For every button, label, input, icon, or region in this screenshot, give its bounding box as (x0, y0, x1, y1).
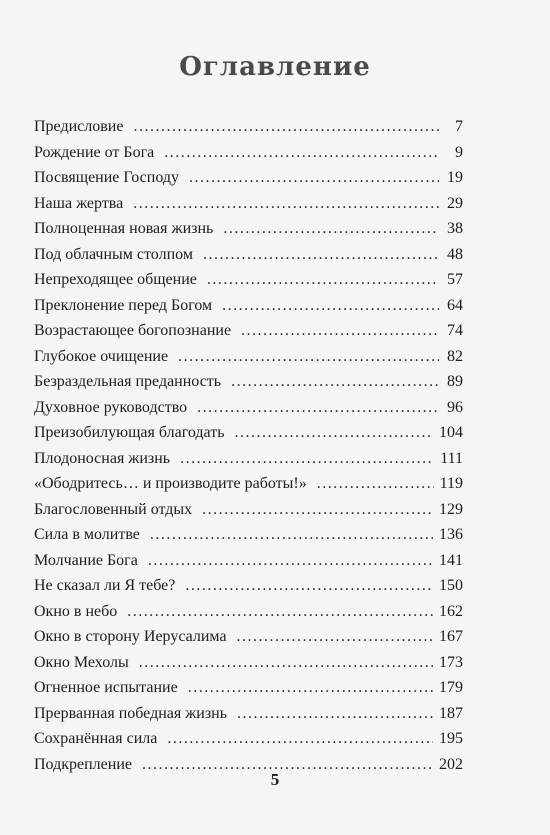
toc-entry-page: 202 (439, 755, 463, 773)
toc-entry-title: Преизобилующая благодать (34, 424, 225, 441)
dot-leader (241, 318, 439, 344)
toc-entry (34, 293, 463, 319)
toc-entry-title: Духовное руководство (34, 398, 188, 416)
toc-entry (34, 548, 463, 574)
dot-leader (207, 267, 439, 293)
dot-leader (150, 522, 433, 548)
toc-entry-title: Предисловие (34, 118, 124, 135)
toc-entry (34, 165, 463, 191)
dot-leader (189, 165, 439, 191)
toc-entry (34, 497, 463, 523)
toc-entry-page: 74 (447, 322, 463, 339)
toc-entry-page: 195 (439, 730, 463, 747)
toc-entry (34, 267, 463, 293)
toc-entry (34, 242, 463, 268)
dot-leader (180, 446, 434, 472)
toc-entry-title: Посвящение Господу (34, 169, 179, 186)
dot-leader (188, 675, 433, 701)
dot-leader (139, 650, 433, 676)
toc-entry-title: Под облачным столпом (34, 245, 193, 263)
toc-entry-title: Не сказал ли Я тебе? (34, 577, 176, 594)
toc-entry-title: Наша жертва (34, 194, 124, 212)
toc-entry-title: Плодоносная жизнь (34, 449, 171, 467)
toc-entry (34, 420, 463, 446)
table-of-contents (34, 114, 463, 777)
toc-entry-page: 179 (439, 679, 463, 696)
dot-leader (222, 293, 439, 319)
toc-entry-title: «Ободритесь… и производите работы!» (34, 475, 307, 492)
dot-leader (127, 599, 433, 625)
toc-entry-title: Окно в небо (34, 602, 118, 620)
page-title: Оглавление (179, 52, 371, 82)
toc-entry (34, 599, 463, 625)
toc-entry-page: 57 (447, 271, 463, 288)
toc-entry-page: 111 (440, 449, 463, 467)
toc-entry-title: Благословенный отдых (34, 500, 193, 518)
toc-entry (34, 624, 463, 650)
toc-entry-page: 167 (439, 628, 463, 645)
dot-leader (185, 573, 433, 599)
toc-entry-title: Окно в сторону Иерусалима (34, 628, 227, 645)
toc-entry-page: 150 (439, 577, 463, 594)
toc-entry-page: 119 (439, 475, 463, 492)
toc-entry-title: Окно Мехолы (34, 653, 129, 671)
dot-leader (235, 420, 433, 446)
dot-leader (203, 242, 439, 268)
toc-entry (34, 344, 463, 370)
toc-entry (34, 522, 463, 548)
dot-leader (223, 216, 439, 242)
toc-entry-title: Молчание Бога (34, 551, 138, 569)
toc-entry-title: Прерванная победная жизнь (34, 704, 228, 722)
dot-leader (237, 701, 433, 727)
toc-entry (34, 191, 463, 217)
toc-entry (34, 318, 463, 344)
page-number: 5 (270, 770, 280, 789)
toc-entry (34, 675, 463, 701)
toc-entry-page: 19 (447, 169, 463, 186)
toc-entry-page: 9 (455, 143, 463, 161)
toc-entry (34, 446, 463, 472)
toc-entry-page: 7 (455, 118, 463, 135)
toc-entry (34, 701, 463, 727)
toc-entry (34, 114, 463, 140)
toc-entry (34, 726, 463, 752)
toc-entry-page: 129 (439, 500, 463, 518)
dot-leader (148, 548, 433, 574)
toc-entry-title: Огненное испытание (34, 679, 178, 696)
toc-entry-page: 141 (439, 551, 463, 569)
toc-entry-title: Возрастающее богопознание (34, 322, 232, 339)
dot-leader (133, 114, 439, 140)
toc-entry-title: Глубокое очищение (34, 347, 169, 365)
toc-entry-page: 104 (439, 424, 463, 441)
dot-leader (317, 471, 434, 497)
toc-entry-page: 38 (447, 220, 463, 237)
toc-entry-page: 162 (439, 602, 463, 620)
toc-entry-page: 89 (447, 373, 463, 390)
toc-entry (34, 369, 463, 395)
dot-leader (237, 624, 433, 650)
toc-entry-title: Сохранённая сила (34, 730, 158, 747)
toc-entry-title: Сила в молитве (34, 526, 140, 543)
dot-leader (133, 191, 439, 217)
toc-entry (34, 650, 463, 676)
dot-leader (231, 369, 439, 395)
dot-leader (197, 395, 439, 421)
dot-leader (178, 344, 439, 370)
toc-entry (34, 140, 463, 166)
dot-leader (167, 726, 433, 752)
toc-entry-page: 173 (439, 653, 463, 671)
toc-entry-page: 64 (447, 296, 463, 314)
toc-entry-title: Подкрепление (34, 755, 132, 773)
dot-leader (164, 140, 439, 166)
toc-entry-page: 136 (439, 526, 463, 543)
dot-leader (202, 497, 433, 523)
toc-entry-page: 29 (447, 194, 463, 212)
toc-entry-title: Рождение от Бога (34, 143, 155, 161)
toc-entry-page: 96 (447, 398, 463, 416)
toc-entry (34, 216, 463, 242)
toc-entry (34, 471, 463, 497)
toc-entry-page: 48 (447, 245, 463, 263)
toc-entry-page: 187 (439, 704, 463, 722)
toc-entry-title: Преклонение перед Богом (34, 296, 213, 314)
toc-entry (34, 573, 463, 599)
toc-entry-title: Непреходящее общение (34, 271, 197, 288)
toc-entry-page: 82 (447, 347, 463, 365)
toc-entry-title: Полноценная новая жизнь (34, 220, 214, 237)
toc-entry (34, 395, 463, 421)
toc-entry-title: Безраздельная преданность (34, 373, 222, 390)
